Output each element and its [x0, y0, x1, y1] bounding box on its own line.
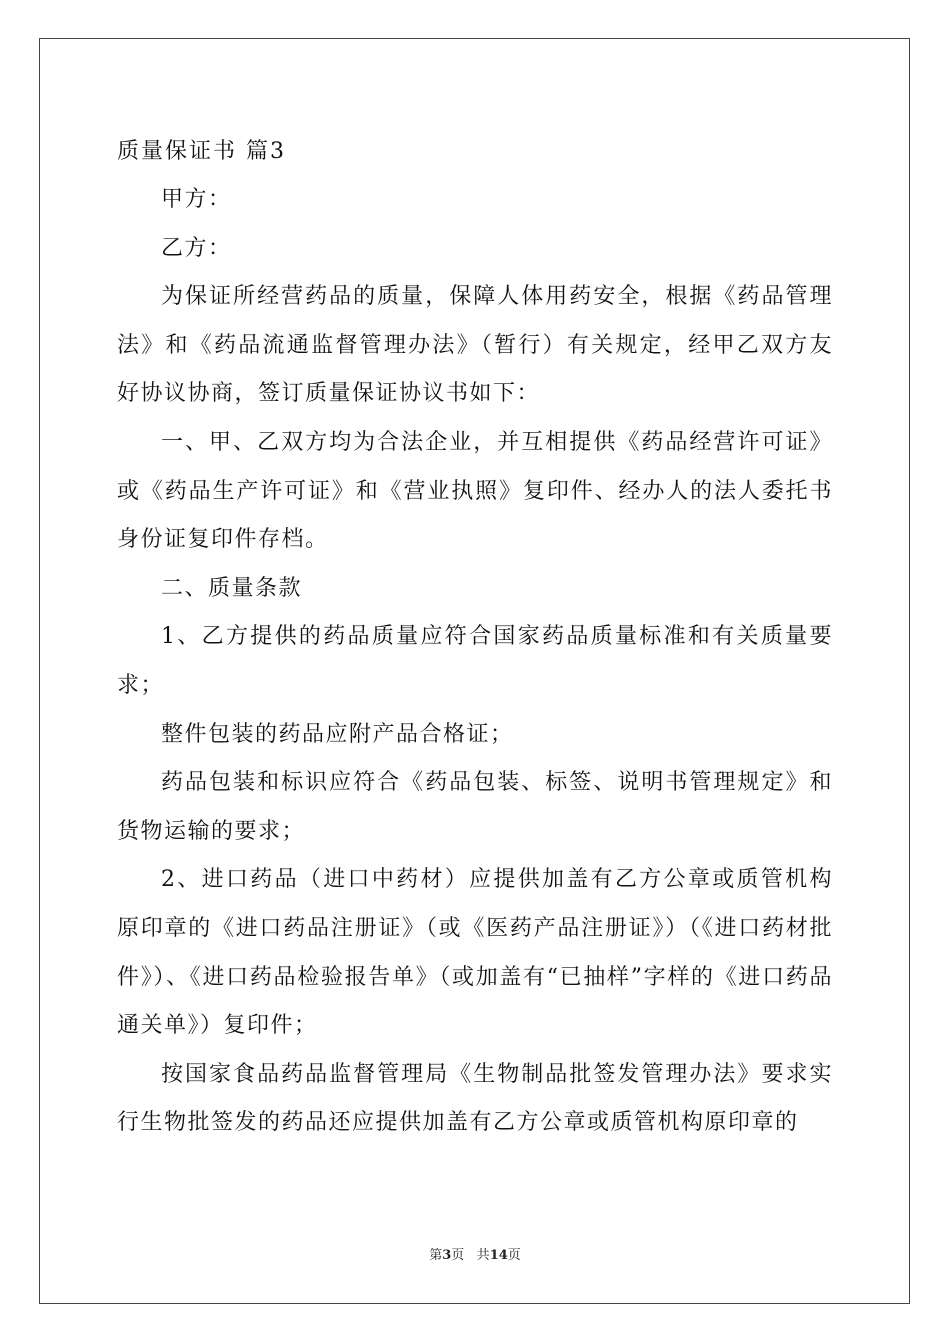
- paragraph-preamble: 为保证所经营药品的质量，保障人体用药安全，根据《药品管理法》和《药品流通监督管理办法》（暂行）有关规定，经甲乙双方友好协议协商，签订质量保证协议书如下：: [117, 284, 833, 407]
- paragraph-clause-1: 一、甲、乙双方均为合法企业，并互相提供《药品经营许可证》或《药品生产许可证》和《营业执照》复印件、经办人的法人委托书身份证复印件存档。: [117, 429, 833, 553]
- page-suffix: 页: [451, 1248, 465, 1263]
- paragraph-party-b: 乙方：: [161, 235, 232, 261]
- current-page-number: 3: [442, 1248, 452, 1263]
- document-body: [117, 128, 833, 1148]
- total-prefix: 共: [476, 1248, 490, 1263]
- page-footer: [0, 1244, 950, 1263]
- paragraph-imported-drugs: 2、进口药品（进口中药材）应提供加盖有乙方公章或质管机构原印章的《进口药品注册证》（或《医药产品注册证》）（《进口药材批件》）、《进口药品检验报告单》（或加盖有“已抽样”字样的《进口药品通关单》）复印件；: [117, 867, 833, 1039]
- total-page-count: 14: [489, 1248, 508, 1263]
- paragraph-packaging: 药品包装和标识应符合《药品包装、标签、说明书管理规定》和货物运输的要求；: [117, 770, 833, 844]
- paragraph-party-a: 甲方：: [161, 187, 232, 212]
- paragraph-clause-2-heading: 二、质量条款: [161, 575, 303, 601]
- total-suffix: 页: [507, 1248, 521, 1263]
- paragraph-biologics: 按国家食品药品监督管理局《生物制品批签发管理办法》要求实行生物批签发的药品还应提供加盖有乙方公章或质管机构原印章的: [117, 1061, 833, 1136]
- document-title: 质量保证书 篇3: [117, 139, 286, 164]
- paragraph-quality-standard: 1、乙方提供的药品质量应符合国家药品质量标准和有关质量要求；: [117, 624, 833, 698]
- paragraph-certificate: 整件包装的药品应附产品合格证；: [161, 721, 514, 747]
- page-prefix: 第: [429, 1248, 443, 1263]
